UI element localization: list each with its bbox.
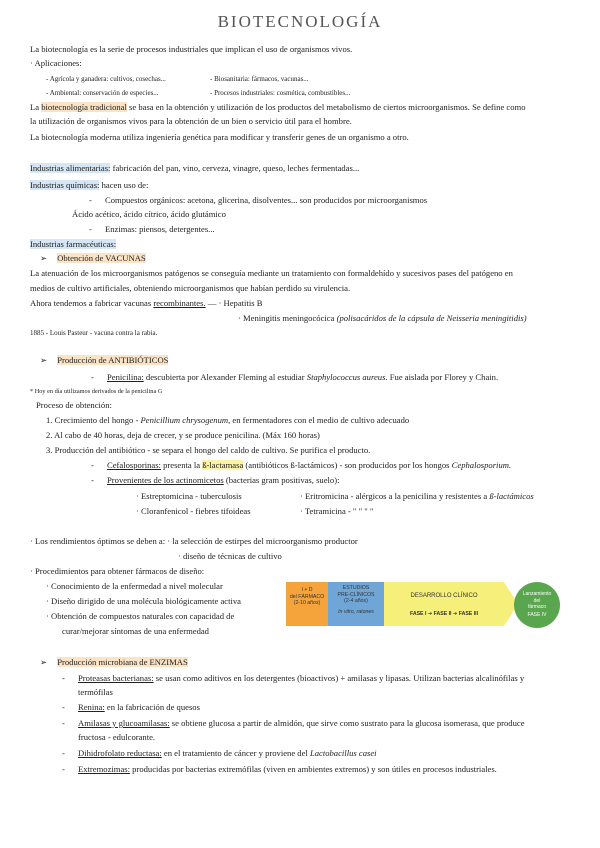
- proceso-label: Proceso de obtención:: [36, 400, 112, 410]
- moderna-text: La biotecnología moderna utiliza ingeniería genética para modificar y transferir genes de un organismo a otro.: [30, 132, 409, 142]
- quimicas-term: Industrias químicas:: [30, 180, 100, 190]
- tradicional-term: biotecnología tradicional: [41, 102, 127, 112]
- enzima-item: - Dihidrofolato reductasa: en el tratamiento de cáncer y proviene del Lactobacillus casei: [78, 748, 377, 759]
- rendimientos-line1: · Los rendimientos óptimos se deben a: · la selección de estirpes del microorganismo productor: [30, 536, 358, 546]
- drug-item: · Cloranfenicol - fiebres tifoideas: [136, 506, 251, 516]
- intro-text: La biotecnología es la serie de procesos industriales que implican el uso de organismos vivos.: [30, 44, 353, 54]
- aplicacion-item: - Procesos industriales: cosmética, combustibles...: [210, 89, 351, 97]
- drug-item: · Tetramicina - " " " ": [300, 506, 374, 516]
- aplicacion-item: - Biosanitaria: fármacos, vacunas...: [210, 75, 309, 83]
- enzima-item-cont: termófilas: [78, 687, 113, 697]
- enzimas-heading: ➢ Producción microbiana de ENZIMAS: [40, 657, 188, 668]
- aplicacion-item: - Agrícola y ganadera: cultivos, cosechas...: [46, 75, 166, 83]
- farmaceuticas-term: Industrias farmacéuticas:: [30, 239, 117, 249]
- alimentarias-term: Industrias alimentarias:: [30, 163, 111, 173]
- vacunas-heading: ➢ Obtención de VACUNAS: [40, 253, 146, 264]
- tradicional-line2: la utilización de organismos vivos para la obtención de un bien o servicio útil para el hombre.: [30, 116, 352, 126]
- tradicional-line1: La biotecnología tradicional se basa en la obtención y utilización de los productos del metabolismo de ciertos microorganismos. Se define como: [30, 102, 526, 112]
- diagram-preclinical-label: ESTUDIOS PRE-CLÍNICOS (2-4 años) In vitro, ratones: [337, 585, 375, 615]
- proceso-step: 3. Producción del antibiótico - se separa el hongo del caldo de cultivo. Se purifica el producto.: [46, 445, 371, 455]
- rendimientos-line2: · diseño de técnicas de cultivo: [178, 551, 282, 561]
- quimicas-item: - Compuestos orgánicos: acetona, glicerina, disolventes... son producidos por microorganismos: [105, 195, 427, 206]
- drug-item: · Eritromicina - alérgicos a la penicilina y resistentes a ß-lactámicos: [300, 491, 534, 501]
- procedimientos-label: · Procedimientos para obtener fármacos de diseño:: [30, 566, 205, 576]
- farmaceuticas-line: [30, 239, 116, 250]
- procedimiento-item: · Diseño dirigido de una molécula biológicamente activa: [46, 596, 241, 606]
- actinomicetos-line: - Provenientes de los actinomicetos (bacterias gram positivas, suelo):: [107, 475, 339, 486]
- diagram-launch-circle: Lanzamiento del fármaco FASE IV: [514, 582, 560, 628]
- procedimiento-item: · Obtención de compuestos naturales con capacidad de: [46, 611, 235, 621]
- diagram-clinical-title: DESARROLLO CLÍNICO: [410, 593, 478, 599]
- diagram-rd-label: I + D del FÁRMACO (2-10 años): [289, 587, 325, 606]
- quimicas-item: Ácido acético, ácido cítrico, ácido glutámico: [72, 209, 226, 219]
- enzima-item: - Renina: en la fabricación de quesos: [78, 702, 200, 713]
- aplicaciones-label: · Aplicaciones:: [30, 58, 82, 68]
- penicilina-line: - Penicilina: descubierta por Alexander Fleming al estudiar Staphylococcus aureus. Fue aislada por Florey y Chain.: [107, 372, 498, 383]
- proceso-step: 1. Crecimiento del hongo - Penicillium chrysogenum, en fermentadores con el medio de cultivo adecuado: [46, 415, 410, 425]
- procedimiento-item: curar/mejorar síntomas de una enfermedad: [62, 626, 209, 636]
- drug-development-diagram: [286, 579, 518, 629]
- proceso-step: 2. Al cabo de 40 horas, deja de crecer, y se produce penicilina. (Máx 160 horas): [46, 430, 320, 440]
- diagram-clinical-phases: FASE I ➔ FASE II ➔ FASE III: [409, 611, 479, 617]
- cefalosporinas-line: - Cefalosporinas: presenta la ß-lactamasa (antibióticos ß-lactámicos) - son producidos por los hongos Cephalosporium.: [107, 460, 511, 471]
- vacunas-line3: Ahora tendemos a fabricar vacunas recombinantes. — · Hepatitis B: [30, 298, 263, 308]
- alimentarias-line: Industrias alimentarias: fabricación del pan, vino, cerveza, vinagre, queso, leches fermentadas...: [30, 163, 360, 173]
- page-title: BIOTECNOLOGÍA: [217, 12, 383, 31]
- drug-item: · Estreptomicina - tuberculosis: [136, 491, 242, 501]
- vacunas-note: 1885 - Louis Pasteur - vacuna contra la rabia.: [30, 329, 158, 337]
- quimicas-line: Industrias químicas: hacen uso de:: [30, 180, 149, 190]
- enzima-item: - Extremozimas: producidas por bacterias extremófilas (viven en ambientes extremos) y son útiles en procesos industriales.: [78, 764, 497, 775]
- vacunas-line2: medios de cultivo artificiales, obteniendo microorganismos que habían perdido su virulencia.: [30, 283, 351, 293]
- enzima-item-cont: fructosa - edulcorante.: [78, 732, 156, 742]
- aplicacion-item: - Ambiental: conservación de especies...: [46, 89, 159, 97]
- antibioticos-heading: ➢ Producción de ANTIBIÓTICOS: [40, 355, 168, 366]
- quimicas-item: - Enzimas: piensos, detergentes...: [105, 224, 215, 235]
- enzima-item: - Proteasas bacterianas: se usan como aditivos en los detergentes (bioactivos) + amilasas y lipasas. Utilizan bacterias alcalinófilas y: [78, 673, 524, 684]
- procedimiento-item: · Conocimiento de la enfermedad a nivel molecular: [46, 581, 223, 591]
- vacunas-line1: La atenuación de los microorganismos patógenos se conseguía mediante un tratamiento con formaldehído y sucesivos pases del patógeno en: [30, 268, 513, 278]
- enzima-item: - Amilasas y glucoamilasas: se obtiene glucosa a partir de almidón, que sirve como sustrato para la glucosa isomerasa, que produce: [78, 718, 525, 729]
- antibioticos-note: * Hoy en día utilizamos derivados de la penicilina G: [30, 388, 163, 395]
- vacunas-line4: · Meningitis meningocócica (polisacáridos de la cápsula de Neisseria meningitidis): [238, 313, 527, 323]
